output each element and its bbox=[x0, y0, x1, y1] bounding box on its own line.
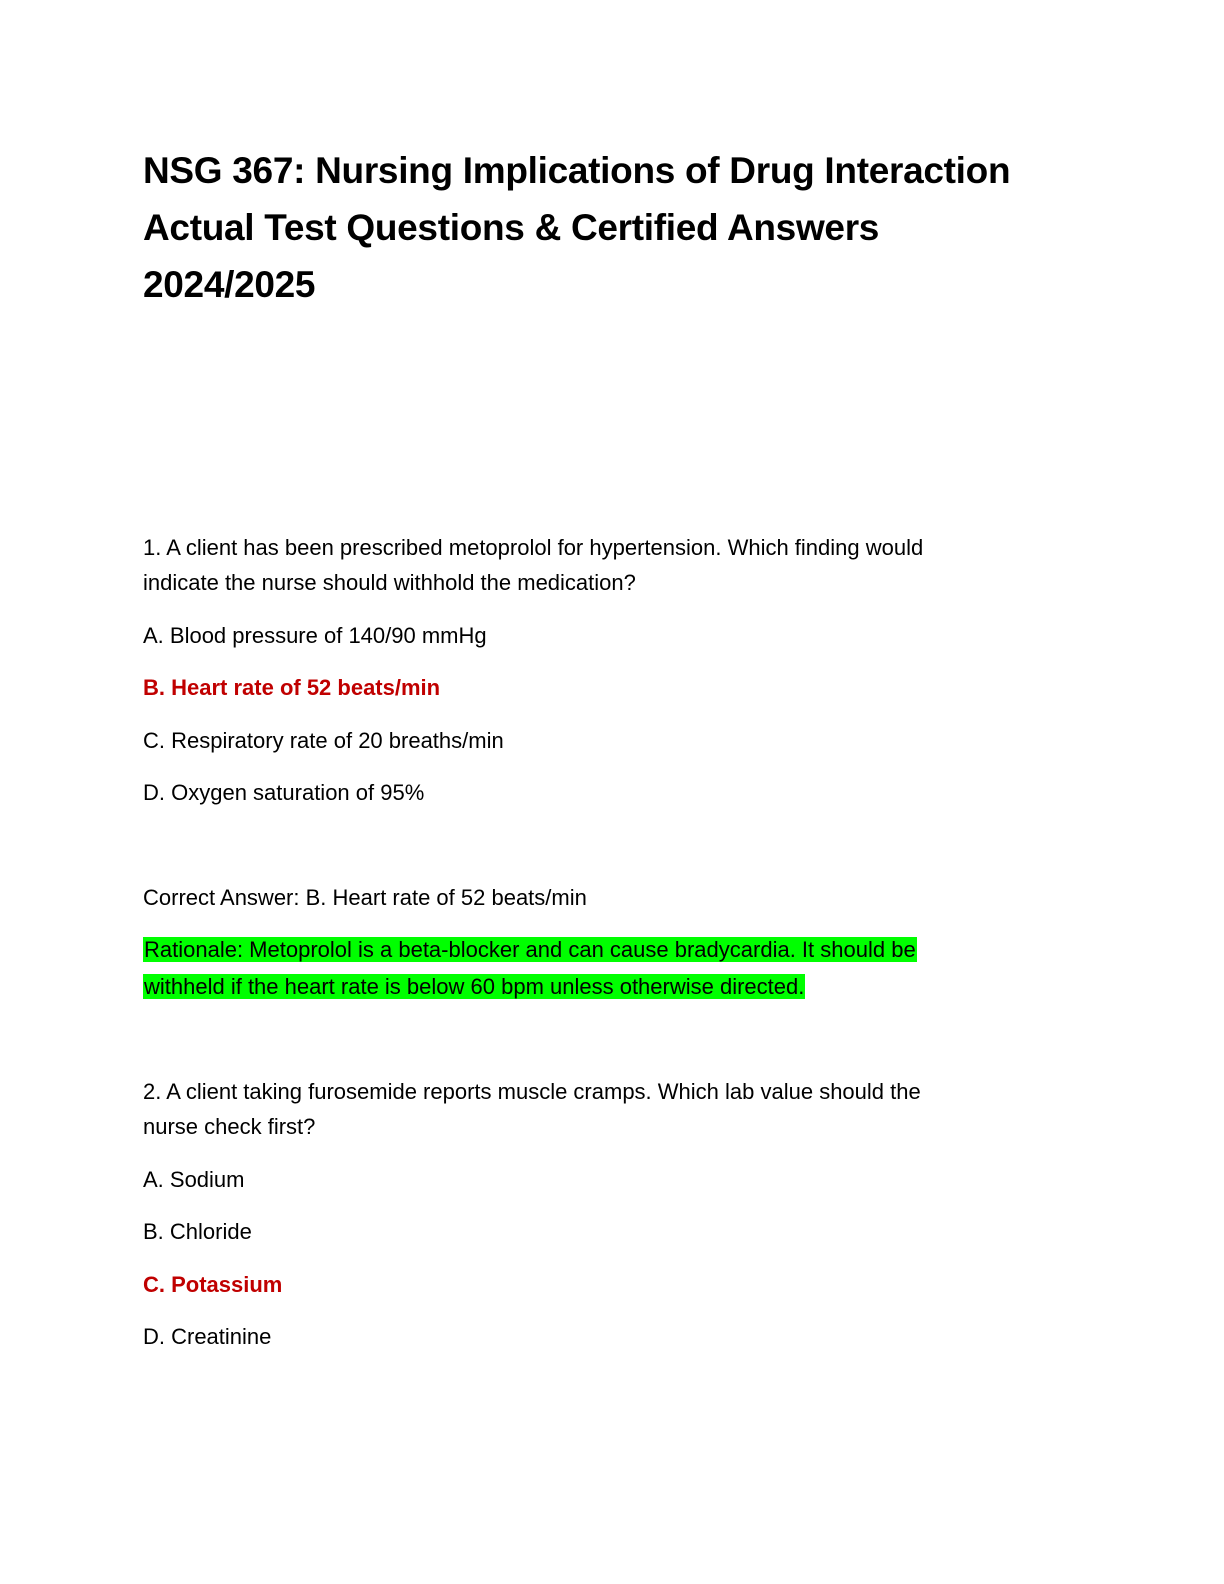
question-1-option-a: A. Blood pressure of 140/90 mmHg bbox=[143, 623, 487, 648]
rationale-highlight: withheld if the heart rate is below 60 bpm unless otherwise directed. bbox=[144, 974, 805, 999]
question-2-stem-line-1: 2. A client taking furosemide reports muscle cramps. Which lab value should the bbox=[143, 1079, 921, 1104]
title-line-2: Actual Test Questions & Certified Answers bbox=[143, 207, 880, 248]
question-1-correct-answer: Correct Answer: B. Heart rate of 52 beats/min bbox=[143, 885, 587, 910]
question-1-option-b-correct: B. Heart rate of 52 beats/min bbox=[143, 675, 441, 700]
question-2-option-c-correct: C. Potassium bbox=[143, 1272, 283, 1297]
question-1-rationale-line-2 bbox=[143, 969, 805, 1004]
question-2-stem-line-2: nurse check first? bbox=[143, 1114, 316, 1139]
question-2-option-d: D. Creatinine bbox=[143, 1324, 272, 1349]
title-line-1: NSG 367: Nursing Implications of Drug Interaction bbox=[143, 150, 1011, 191]
question-2-option-b: B. Chloride bbox=[143, 1219, 252, 1244]
rationale-highlight: Rationale: Metoprolol is a beta-blocker and can cause bradycardia. It should be bbox=[144, 937, 916, 962]
question-2-option-a: A. Sodium bbox=[143, 1167, 245, 1192]
question-1-option-c: C. Respiratory rate of 20 breaths/min bbox=[143, 728, 504, 753]
question-1-option-d: D. Oxygen saturation of 95% bbox=[143, 780, 425, 805]
question-1-rationale-line-1 bbox=[143, 932, 917, 967]
question-1-stem-line-1: 1. A client has been prescribed metoprolol for hypertension. Which finding would bbox=[143, 535, 924, 560]
title-line-3: 2024/2025 bbox=[143, 264, 316, 305]
question-1-stem-line-2: indicate the nurse should withhold the medication? bbox=[143, 570, 636, 595]
document-title bbox=[143, 142, 1103, 313]
